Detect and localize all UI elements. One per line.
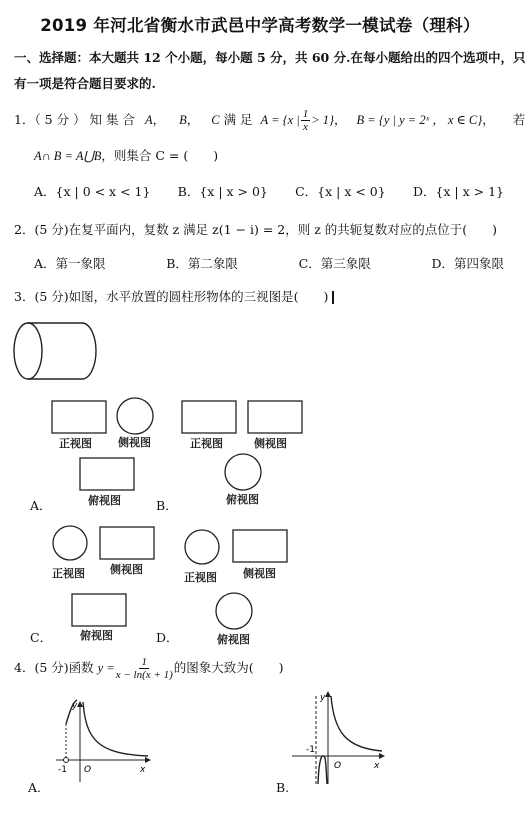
option-b-side-rect xyxy=(248,401,302,433)
option-c-side-rect xyxy=(100,527,154,559)
q3-letter-a[interactable]: A． xyxy=(30,498,52,513)
label-d-top: 俯视图 xyxy=(217,633,250,646)
q2-option-d[interactable]: D．第四象限 xyxy=(431,256,504,271)
q4-suffix: 的图象大致为( ) xyxy=(173,660,284,675)
q4-graph-b[interactable] xyxy=(286,688,396,788)
graph-b-x-label: x xyxy=(374,761,380,771)
q2-options xyxy=(34,254,504,272)
option-a-front-rect xyxy=(52,401,106,433)
q3-letter-c[interactable]: C． xyxy=(30,630,53,645)
option-c-front-circle xyxy=(53,526,87,560)
q2-option-c[interactable]: C．第三象限 xyxy=(298,256,371,271)
option-c-top-rect xyxy=(72,594,126,626)
cylinder-left-face xyxy=(14,323,42,379)
q3-letter-d[interactable]: D． xyxy=(156,630,179,645)
label-d-side: 侧视图 xyxy=(243,567,276,580)
q3-figure xyxy=(0,315,520,645)
graph-a-x-label: x xyxy=(140,765,146,775)
label-a-side: 侧视图 xyxy=(118,436,151,449)
label-b-top: 俯视图 xyxy=(226,493,259,506)
q3-stem: 3．(5 分)如图，水平放置的圆柱形物体的三视图是( ) xyxy=(14,287,334,305)
q1-stem-line2 xyxy=(34,146,218,164)
q1-option-d[interactable]: D．{x | x > 1} xyxy=(412,184,504,199)
q1-prefix: 1．（ 5 分 ） 知 集 合 xyxy=(14,112,135,127)
q4-prefix: 4．(5 分)函数 xyxy=(14,660,94,675)
q1-seta-left: A = {x | xyxy=(260,113,300,127)
graph-b-neg1-label: -1 xyxy=(306,745,315,755)
q1-option-c[interactable]: C．{x | x < 0} xyxy=(295,184,386,199)
q2-stem: 2．(5 分)在复平面内，复数 z 满足 z(1 − i) = 2，则 z 的共轭复数对应的点位于( ) xyxy=(14,222,498,237)
option-d-side-rect xyxy=(233,530,287,562)
label-d-front: 正视图 xyxy=(184,571,217,584)
option-b-top-circle xyxy=(225,454,261,490)
text-cursor xyxy=(332,291,334,304)
q1-set-b: B xyxy=(179,113,187,127)
q1-stem: 1．（ 5 分 ） 知 集 合 A， B， C 满 足 A = {x | $\frac{1}{x}$ > 1}， B = {y | y = 2ˣ ， x ∈ C}， 若 xyxy=(14,108,525,133)
graph-a-right-branch xyxy=(83,702,148,756)
graph-a-origin-label: O xyxy=(84,765,92,775)
q4-fraction: $\frac{1}{x - \ln(x + 1)}$ xyxy=(115,656,173,681)
label-a-front: 正视图 xyxy=(59,437,92,450)
graph-b-y-label: y xyxy=(320,693,326,703)
option-b-front-rect xyxy=(182,401,236,433)
option-a-side-circle xyxy=(117,398,153,434)
label-c-front: 正视图 xyxy=(52,567,85,580)
q1-question: ，则集合 C = ( ) xyxy=(101,148,219,163)
q1-ruo: 若 xyxy=(512,112,525,127)
option-a-top-rect xyxy=(80,458,134,490)
label-b-side: 侧视图 xyxy=(254,437,287,450)
q1-set-c: C xyxy=(211,113,220,127)
q2-option-a[interactable]: A．第一象限 xyxy=(34,256,106,271)
graph-b-left-branch xyxy=(318,756,327,784)
label-c-side: 侧视图 xyxy=(110,563,143,576)
q4-letter-a[interactable]: A. xyxy=(28,780,42,795)
graph-a-y-label: y xyxy=(72,701,78,711)
section-instructions-line1: 一、选择题：本大题共 12 个小题，每小题 5 分，共 60 分.在每小题给出的四个选项中，只 xyxy=(14,50,525,65)
label-c-top: 俯视图 xyxy=(80,629,113,642)
cylinder-right-arc xyxy=(82,323,96,379)
graph-b-right-branch xyxy=(331,696,382,751)
q1-options xyxy=(34,182,504,200)
q1-condition: A∩ B = A⋃B xyxy=(34,149,102,163)
label-b-front: 正视图 xyxy=(190,437,223,450)
q4-letter-b[interactable]: B. xyxy=(276,780,290,795)
graph-a-open-point xyxy=(64,758,69,763)
q1-setb-def: B = {y | y = 2ˣ ， x ∈ C} xyxy=(356,113,483,127)
graph-a-neg1-label: -1 xyxy=(58,765,67,775)
q1-set-a: A xyxy=(144,113,153,127)
option-d-front-circle xyxy=(185,530,219,564)
q1-seta-right: > 1} xyxy=(311,113,335,127)
q1-fraction: $\frac{1}{x}$ xyxy=(302,108,309,133)
q2-option-b[interactable]: B．第二象限 xyxy=(166,256,238,271)
section-instructions-line2: 有一项是符合题目要求的. xyxy=(14,76,156,91)
graph-b-origin-label: O xyxy=(334,761,342,771)
q1-satisfies: 满 足 xyxy=(223,112,253,127)
option-d-top-circle xyxy=(216,593,252,629)
q1-option-b[interactable]: B．{x | x > 0} xyxy=(177,184,268,199)
q4-graph-a[interactable] xyxy=(50,696,160,786)
q4-stem xyxy=(14,656,284,681)
exam-title: 2019 年河北省衡水市武邑中学高考数学一模试卷（理科） xyxy=(40,16,480,35)
q1-option-a[interactable]: A．{x | 0 < x < 1} xyxy=(34,184,151,199)
q4-y: y = xyxy=(97,661,115,675)
cylinder-figure xyxy=(14,323,96,379)
label-a-top: 俯视图 xyxy=(88,494,121,507)
q3-letter-b[interactable]: B． xyxy=(156,498,178,513)
